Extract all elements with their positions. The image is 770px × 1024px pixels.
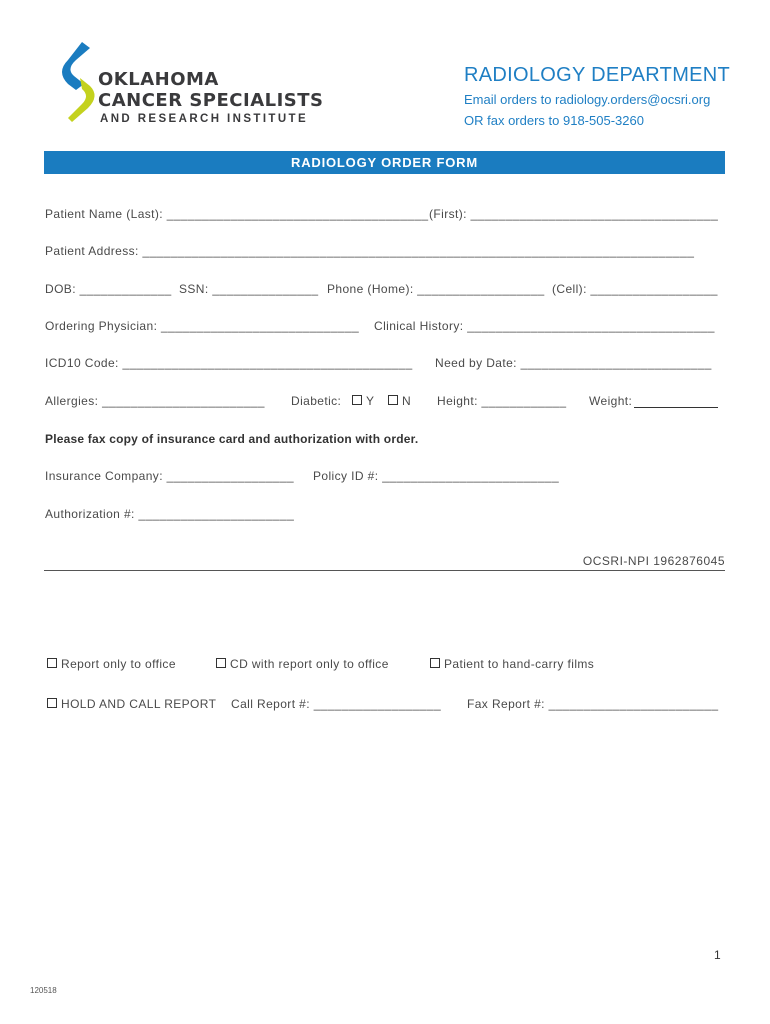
ordering-physician-field[interactable]: Ordering Physician: ____________________________	[45, 319, 360, 333]
patient-address-field[interactable]: Patient Address: ______________________________________________________________________________	[45, 244, 695, 258]
height-field[interactable]: Height: ____________	[437, 394, 567, 408]
logo-text-oklahoma: OKLAHOMA	[98, 69, 219, 90]
allergies-field[interactable]: Allergies: _______________________	[45, 394, 265, 408]
policy-id-field[interactable]: Policy ID #: _________________________	[313, 469, 560, 483]
hold-and-call-option[interactable]	[47, 697, 216, 711]
cd-with-report-label: CD with report only to office	[230, 657, 389, 671]
phone-cell-field[interactable]: (Cell): __________________	[552, 282, 718, 296]
email-orders-line: Email orders to radiology.orders@ocsri.org	[464, 92, 711, 107]
fax-orders-line: OR fax orders to 918-505-3260	[464, 113, 644, 128]
patient-name-last-field[interactable]: Patient Name (Last): _____________________________________	[45, 207, 429, 221]
fax-report-field[interactable]: Fax Report #: ________________________	[467, 697, 719, 711]
logo-text-research-institute: AND RESEARCH INSTITUTE	[100, 113, 309, 125]
diabetic-yes-label: Y	[366, 394, 375, 408]
hold-and-call-checkbox[interactable]	[47, 698, 57, 708]
phone-home-field[interactable]: Phone (Home): __________________	[327, 282, 545, 296]
npi-number: OCSRI-NPI 1962876045	[582, 554, 725, 568]
need-by-date-field[interactable]: Need by Date: ___________________________	[435, 356, 712, 370]
diabetic-yes-option[interactable]	[352, 394, 374, 408]
icd10-code-field[interactable]: ICD10 Code: _________________________________________	[45, 356, 413, 370]
ssn-field[interactable]: SSN: _______________	[179, 282, 319, 296]
clinical-history-field[interactable]: Clinical History: ___________________________________	[374, 319, 715, 333]
diabetic-no-option[interactable]	[388, 394, 411, 408]
cd-with-report-option[interactable]	[216, 657, 389, 671]
logo-text-cancer-specialists: CANCER SPECIALISTS	[98, 90, 324, 111]
insurance-company-field[interactable]: Insurance Company: __________________	[45, 469, 294, 483]
cd-with-report-checkbox[interactable]	[216, 658, 226, 668]
divider-line	[44, 570, 725, 571]
hold-and-call-label: HOLD AND CALL REPORT	[61, 697, 217, 711]
report-only-to-office-checkbox[interactable]	[47, 658, 57, 668]
patient-name-first-field[interactable]: (First): ___________________________________	[429, 207, 719, 221]
weight-field[interactable]	[589, 394, 718, 408]
call-report-field[interactable]: Call Report #: __________________	[231, 697, 442, 711]
patient-hand-carry-label: Patient to hand-carry films	[444, 657, 595, 671]
diabetic-no-checkbox[interactable]	[388, 395, 398, 405]
patient-hand-carry-checkbox[interactable]	[430, 658, 440, 668]
authorization-field[interactable]: Authorization #: ______________________	[45, 507, 295, 521]
document-code: 120518	[30, 986, 57, 995]
dob-field[interactable]: DOB: _____________	[45, 282, 172, 296]
report-only-to-office-label: Report only to office	[61, 657, 176, 671]
diabetic-no-label: N	[402, 394, 412, 408]
weight-input-line[interactable]	[634, 395, 718, 408]
diabetic-yes-checkbox[interactable]	[352, 395, 362, 405]
ocsri-logo-icon	[60, 42, 100, 124]
report-only-to-office-option[interactable]	[47, 657, 176, 671]
diabetic-label: Diabetic:	[291, 394, 342, 408]
weight-label: Weight:	[589, 394, 633, 408]
page-number: 1	[714, 948, 721, 962]
form-title-banner: RADIOLOGY ORDER FORM	[44, 151, 725, 174]
department-title: RADIOLOGY DEPARTMENT	[464, 64, 731, 86]
insurance-note: Please fax copy of insurance card and authorization with order.	[45, 432, 419, 446]
patient-hand-carry-option[interactable]	[430, 657, 594, 671]
